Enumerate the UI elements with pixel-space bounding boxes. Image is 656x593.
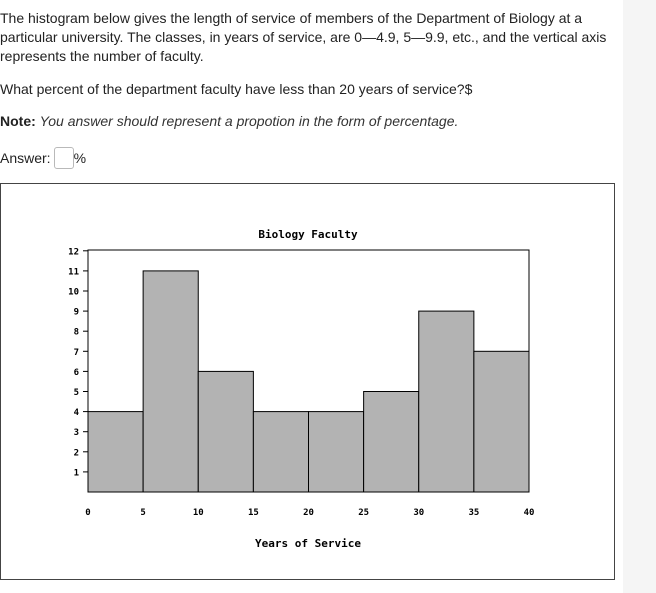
y-tick-label: 7 xyxy=(73,347,79,358)
answer-unit: % xyxy=(73,150,87,166)
chart-title: Biology Faculty xyxy=(258,228,358,241)
histogram-bar xyxy=(364,392,419,493)
x-axis-label: Years of Service xyxy=(255,537,361,550)
y-tick-label: 9 xyxy=(73,307,79,318)
answer-row xyxy=(0,146,86,170)
x-tick-label: 20 xyxy=(303,508,314,518)
x-ticks-group xyxy=(85,508,534,518)
histogram-bar xyxy=(474,351,529,492)
x-tick-label: 25 xyxy=(358,508,370,518)
y-tick-label: 8 xyxy=(73,327,79,338)
x-tick-label: 15 xyxy=(247,508,259,518)
histogram-bar xyxy=(253,412,308,492)
histogram-bar xyxy=(309,412,364,492)
note-label: Note: xyxy=(0,113,36,129)
histogram-bar xyxy=(88,412,143,492)
histogram-bar xyxy=(198,371,253,492)
y-tick-label: 3 xyxy=(73,428,79,439)
y-tick-label: 2 xyxy=(73,448,79,459)
question-prompt: What percent of the department faculty have less than 20 years of service?$ xyxy=(0,81,473,97)
y-tick-label: 10 xyxy=(68,287,79,298)
answer-label: Answer: xyxy=(0,150,51,166)
bars-group xyxy=(88,271,529,492)
histogram-chart xyxy=(0,183,615,580)
histogram-svg xyxy=(1,184,616,581)
y-tick-label: 6 xyxy=(73,367,79,378)
x-tick-label: 5 xyxy=(140,508,146,518)
x-tick-label: 35 xyxy=(468,508,480,518)
y-tick-label: 12 xyxy=(68,247,79,258)
histogram-bar xyxy=(419,311,474,492)
x-tick-label: 0 xyxy=(85,508,91,518)
note-text: You answer should represent a propotion in the form of percentage. xyxy=(39,113,459,129)
question-intro: The histogram below gives the length of service of members of the Department of Biology at a particular university. The classes, in years of service, are 0—4.9, 5—9.9, etc., and the vertical axis represents the number of faculty. xyxy=(0,10,607,64)
y-tick-label: 5 xyxy=(73,388,79,398)
y-tick-label: 1 xyxy=(73,468,79,479)
x-tick-label: 40 xyxy=(523,508,535,518)
answer-input[interactable] xyxy=(54,147,74,169)
histogram-bar xyxy=(143,271,198,492)
y-tick-label: 4 xyxy=(73,408,79,419)
y-tick-label: 11 xyxy=(68,267,79,278)
x-tick-label: 30 xyxy=(413,508,425,518)
x-tick-label: 10 xyxy=(192,508,204,518)
y-ticks-group xyxy=(68,247,88,478)
question-note xyxy=(0,112,612,131)
